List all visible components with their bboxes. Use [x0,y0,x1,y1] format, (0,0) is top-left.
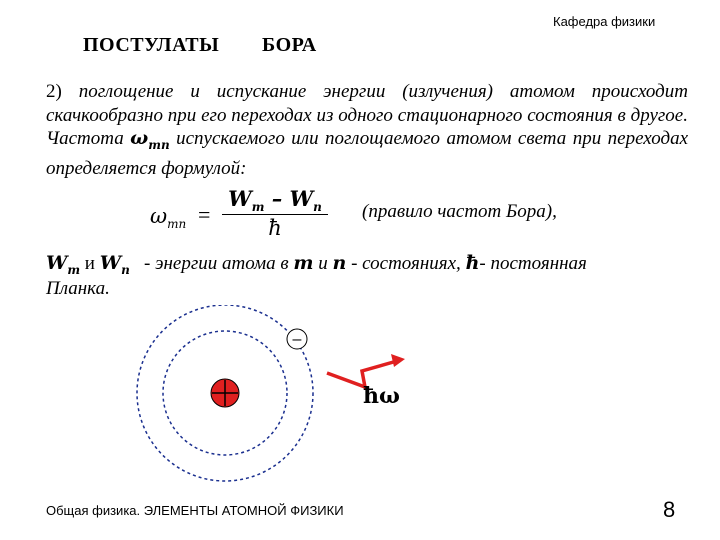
symbol-m: m [293,252,314,274]
electron-icon [287,329,307,349]
bohr-atom-diagram [135,305,455,490]
symbol-Wm: $W_m$ [46,252,81,277]
electron-sign: – [292,331,302,348]
conjunction-and: и [84,253,95,274]
nucleus-icon [211,379,239,407]
page-number: 8 [663,497,676,522]
paragraph-text-2: испускаемого или поглощаемого атомом света при переходах определяется формулой: [46,128,689,180]
formula-numerator: $W_m - W_n$ [228,186,322,215]
energy-text-2: - состояниях, [351,253,461,274]
bohr-frequency-formula [150,186,325,246]
slide-title-word-1: ПОСТУЛАТЫ [83,34,220,56]
symbol-Wn: $W_n$ [99,252,130,277]
fraction-bar [222,214,328,215]
energy-text-and: и [318,253,328,274]
item-number: 2) [46,81,62,102]
postulate-paragraph [46,80,688,181]
slide-title-word-2: БОРА [262,34,317,56]
energy-text-3: - постоянная [479,253,587,274]
paragraph-text-1: поглощение и испускание энергии (излучения) атомом происходит скачкообразно при его переходах из одного стационарного состояния в другое. Частота [46,81,689,149]
formula-equals: = [198,202,211,227]
symbol-n: n [332,252,347,274]
energy-text-1: - энергии атома в [144,253,289,274]
photon-label: ħω [363,383,400,409]
department-label: Кафедра физики [553,14,656,29]
omega-symbol: $\omega_{mn}$ [130,127,170,152]
formula-denominator: ħ [268,216,282,240]
planck-text: Планка. [46,278,110,299]
rule-caption: (правило частот Бора), [362,201,557,222]
symbol-hbar: ħ [465,252,480,274]
formula-lhs: $\omega_{mn}$ [150,204,187,232]
footer-course-label: Общая физика. ЭЛЕМЕНТЫ АТОМНОЙ ФИЗИКИ [46,503,344,518]
energy-description-line [46,252,706,277]
